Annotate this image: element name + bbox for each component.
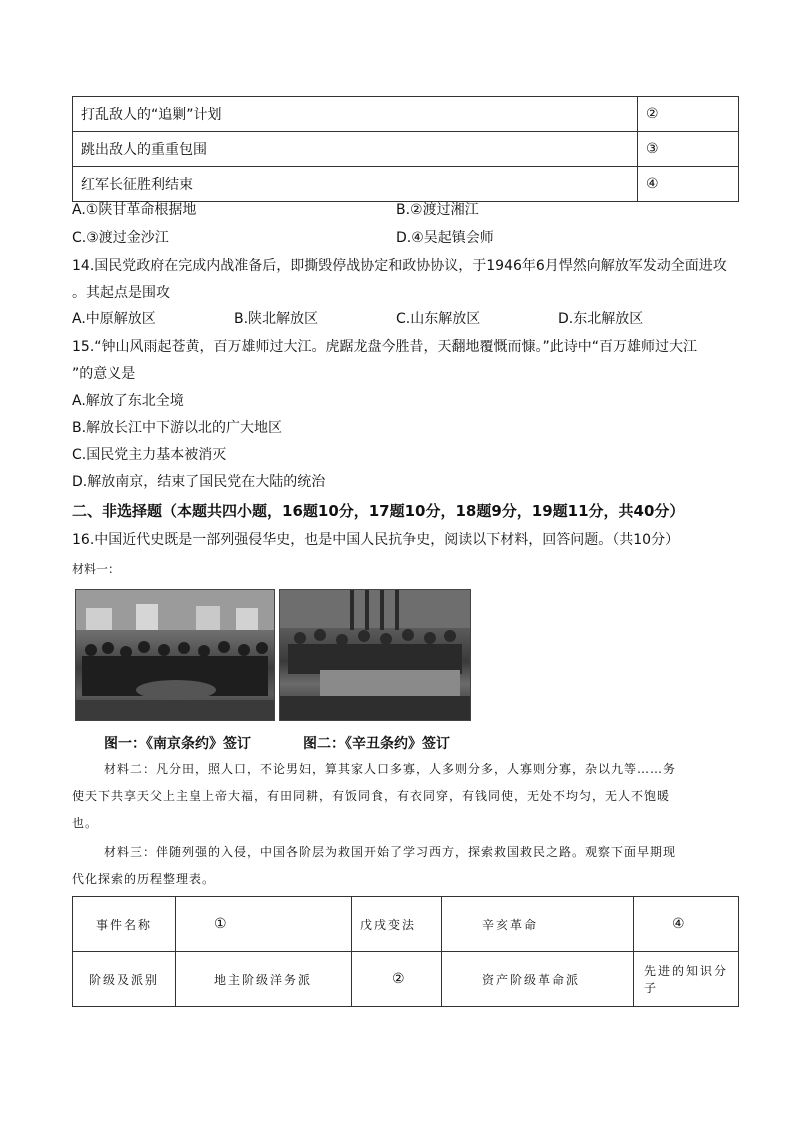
q16-stem: 16.中国近代史既是一部列强侵华史，也是中国人民抗争史，阅读以下材料，回答问题。（共10分） (72, 532, 680, 548)
material3-line2: 代化探索的历程整理表。 (72, 872, 216, 886)
material2-line2: 使天下共享天父上主皇上帝大福，有田同耕，有饭同食，有衣同穿，有钱同使，无处不均匀，无人不饱暖 (72, 789, 671, 803)
table-cell: 戊戌变法 (352, 897, 442, 952)
table-cell: 辛亥革命 (442, 897, 634, 952)
nanjing-treaty-photo (75, 589, 275, 721)
q15-stem-line2: ”的意义是 (72, 366, 136, 382)
table-cell-event: 打乱敌人的“追剿”计划 (73, 97, 638, 132)
modernization-table (72, 896, 739, 1007)
q14-option-d: D.东北解放区 (558, 311, 644, 327)
material1-label: 材料一： (72, 562, 121, 576)
photo-caption-2: 图二：《辛丑条约》签订 (303, 736, 450, 752)
q14-option-b: B.陕北解放区 (234, 311, 319, 327)
xinchou-treaty-photo (279, 589, 471, 721)
table-cell: 资产阶级革命派 (442, 952, 634, 1007)
q13-option-b: B.②渡过湘江 (396, 202, 479, 218)
table-row (73, 952, 739, 1007)
table-cell-mark: ③ (638, 132, 739, 167)
table-cell-event: 跳出敌人的重重包围 (73, 132, 638, 167)
table-cell-mark: ② (638, 97, 739, 132)
table-cell: ④ (634, 897, 739, 952)
q15-option-c: C.国民党主力基本被消灭 (72, 447, 227, 463)
q14-option-c: C.山东解放区 (396, 311, 481, 327)
table-cell: 地主阶级洋务派 (176, 952, 352, 1007)
q15-option-d: D.解放南京，结束了国民党在大陆的统治 (72, 474, 326, 490)
photo-scene (280, 590, 470, 720)
table-cell: ② (352, 952, 442, 1007)
q14-stem-line2: 。其起点是围攻 (72, 285, 170, 301)
photo-scene (76, 590, 274, 720)
table-cell-mark: ④ (638, 167, 739, 202)
table-row (73, 897, 739, 952)
material2-line1: 材料二：凡分田，照人口，不论男妇，算其家人口多寡，人多则分多，人寡则分寡，杂以九等……务 (104, 762, 677, 776)
table-header-class: 阶级及派别 (73, 952, 176, 1007)
photo-caption-1: 图一：《南京条约》签订 (104, 736, 251, 752)
table-row (73, 132, 739, 167)
table-cell: 先进的知识分子 (634, 952, 739, 1007)
q15-option-a: A.解放了东北全境 (72, 393, 184, 409)
q15-stem-line1: 15.“钟山风雨起苍黄，百万雄师过大江。虎踞龙盘今胜昔，天翻地覆慨而慷。”此诗中“百万雄师过大江 (72, 339, 698, 355)
section-heading: 二、非选择题（本题共四小题，16题10分，17题10分，18题9分，19题11分，共40分） (72, 502, 685, 520)
q13-option-a: A.①陕甘革命根据地 (72, 202, 197, 218)
q14-stem-line1: 14.国民党政府在完成内战准备后，即撕毁停战协定和政协协议，于1946年6月悍然向解放军发动全面进攻 (72, 258, 727, 274)
table-cell-event: 红军长征胜利结束 (73, 167, 638, 202)
material3-line1: 材料三：伴随列强的入侵，中国各阶层为救国开始了学习西方，探索救国救民之路。观察下面早期现 (104, 845, 677, 859)
table-cell: ① (176, 897, 352, 952)
table-header-event: 事件名称 (73, 897, 176, 952)
q13-option-d: D.④吴起镇会师 (396, 230, 494, 246)
table-row (73, 97, 739, 132)
q15-option-b: B.解放长江中下游以北的广大地区 (72, 420, 283, 436)
q14-option-a: A.中原解放区 (72, 311, 156, 327)
event-table (72, 96, 739, 202)
material2-line3: 也。 (72, 816, 99, 830)
table-row (73, 167, 739, 202)
q13-option-c: C.③渡过金沙江 (72, 230, 169, 246)
